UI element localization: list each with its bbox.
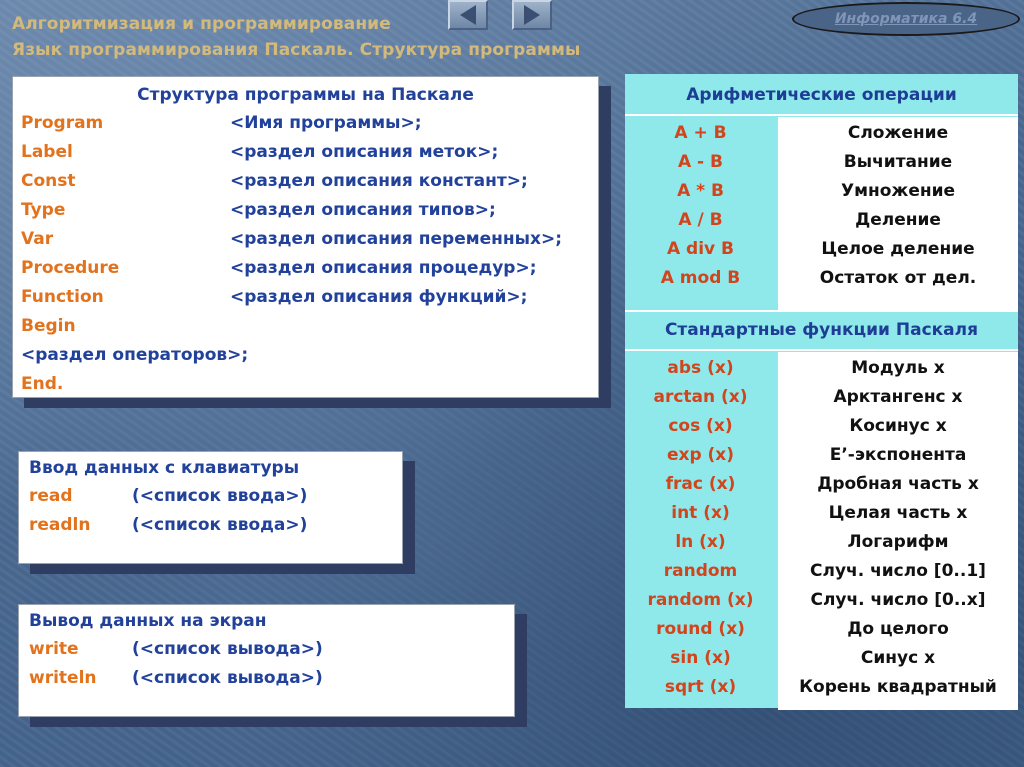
func-desc: Целая часть х (828, 503, 968, 523)
func-name: random (663, 561, 738, 581)
description: <раздел описания функций>; (230, 287, 528, 307)
keyword: read (29, 486, 73, 506)
keyword: Var (21, 229, 54, 249)
keyword: write (29, 639, 79, 659)
description: (<список ввода>) (132, 486, 308, 506)
header-line-2: Язык программирования Паскаль. Структура программы (12, 40, 581, 60)
next-slide-button[interactable] (512, 0, 552, 30)
output-row (29, 664, 323, 693)
arrow-right-icon (524, 5, 540, 25)
func-desc: Корень квадратный (799, 677, 997, 697)
keyword: writeln (29, 668, 97, 688)
func-desc: Дробная часть х (817, 474, 979, 494)
structure-row (21, 370, 63, 399)
func-desc: Арктангенс х (833, 387, 963, 407)
func-desc: До целого (847, 619, 949, 639)
description: (<список вывода>) (132, 668, 323, 688)
func-desc: Косинус х (849, 416, 947, 436)
section-badge-link[interactable]: Информатика 6.4 (792, 2, 1020, 36)
arith-title: Арифметические операции (686, 85, 957, 105)
func-desc: Синус х (860, 648, 936, 668)
keyword: Function (21, 287, 104, 307)
arrow-left-icon (460, 5, 476, 25)
description: (<список ввода>) (132, 515, 308, 535)
divider (625, 349, 1018, 351)
program-structure-panel (12, 76, 599, 398)
keyword: Type (21, 200, 66, 220)
func-name: cos (x) (668, 416, 733, 436)
output-title: Вывод данных на экран (29, 611, 267, 631)
funcs-title: Стандартные функции Паскаля (664, 320, 979, 340)
prev-slide-button[interactable] (448, 0, 488, 30)
func-name: sqrt (x) (664, 677, 737, 697)
description: <раздел описания констант>; (230, 171, 528, 191)
arith-ops-column (625, 117, 776, 311)
func-desc: E’-экспонента (829, 445, 967, 465)
input-row (29, 511, 308, 540)
reference-table (625, 74, 1018, 708)
arith-op: A - B (677, 152, 723, 172)
arith-op: A + B (674, 123, 727, 143)
operators-line: <раздел операторов>; (21, 345, 249, 365)
keyword: Label (21, 142, 73, 162)
description: <раздел описания меток>; (230, 142, 499, 162)
func-name: ln (x) (675, 532, 726, 552)
structure-row (21, 109, 422, 138)
description: <раздел описания типов>; (230, 200, 496, 220)
output-panel (18, 604, 515, 717)
arith-name: Умножение (840, 181, 956, 201)
keyword: Const (21, 171, 76, 191)
keyword: End. (21, 374, 64, 394)
keyword: readln (29, 515, 91, 535)
func-desc: Модуль х (851, 358, 945, 378)
func-name: random (x) (647, 590, 754, 610)
func-desc: Случ. число [0..х] (810, 590, 986, 610)
arith-op: A div B (666, 239, 735, 259)
structure-row (21, 167, 528, 196)
structure-row (21, 312, 76, 341)
description: <раздел описания переменных>; (230, 229, 563, 249)
func-name: exp (x) (666, 445, 735, 465)
structure-row (21, 225, 563, 254)
description: <Имя программы>; (230, 113, 422, 133)
funcs-desc-column (778, 352, 1018, 710)
arith-name: Остаток от дел. (819, 268, 977, 288)
func-name: int (x) (671, 503, 730, 523)
input-panel (18, 451, 403, 564)
arith-name: Вычитание (843, 152, 953, 172)
func-name: sin (x) (670, 648, 731, 668)
arith-op: A * B (677, 181, 724, 201)
arith-names-column (778, 117, 1018, 311)
keyword: Procedure (21, 258, 120, 278)
divider (625, 114, 1018, 116)
func-desc: Логарифм (847, 532, 949, 552)
func-name: frac (x) (665, 474, 736, 494)
arith-op: A / B (678, 210, 723, 230)
program-structure-title: Структура программы на Паскале (137, 85, 474, 105)
structure-row (21, 254, 537, 283)
description: <раздел описания процедур>; (230, 258, 537, 278)
func-desc: Случ. число [0..1] (810, 561, 986, 581)
keyword: Program (21, 113, 104, 133)
structure-row (21, 283, 528, 312)
header-line-1: Алгоритмизация и программирование (12, 14, 391, 34)
arith-name: Целое деление (821, 239, 975, 259)
output-row (29, 635, 323, 664)
func-name: arctan (x) (653, 387, 748, 407)
arith-op: A mod B (660, 268, 741, 288)
keyword: Begin (21, 316, 76, 336)
arith-name: Сложение (847, 123, 949, 143)
input-title: Ввод данных с клавиатуры (29, 458, 300, 478)
input-row (29, 482, 308, 511)
arith-name: Деление (855, 210, 941, 230)
structure-row (21, 138, 499, 167)
funcs-column (625, 352, 776, 710)
description: (<список вывода>) (132, 639, 323, 659)
func-name: abs (x) (667, 358, 734, 378)
func-name: round (x) (656, 619, 745, 639)
structure-row (21, 196, 496, 225)
